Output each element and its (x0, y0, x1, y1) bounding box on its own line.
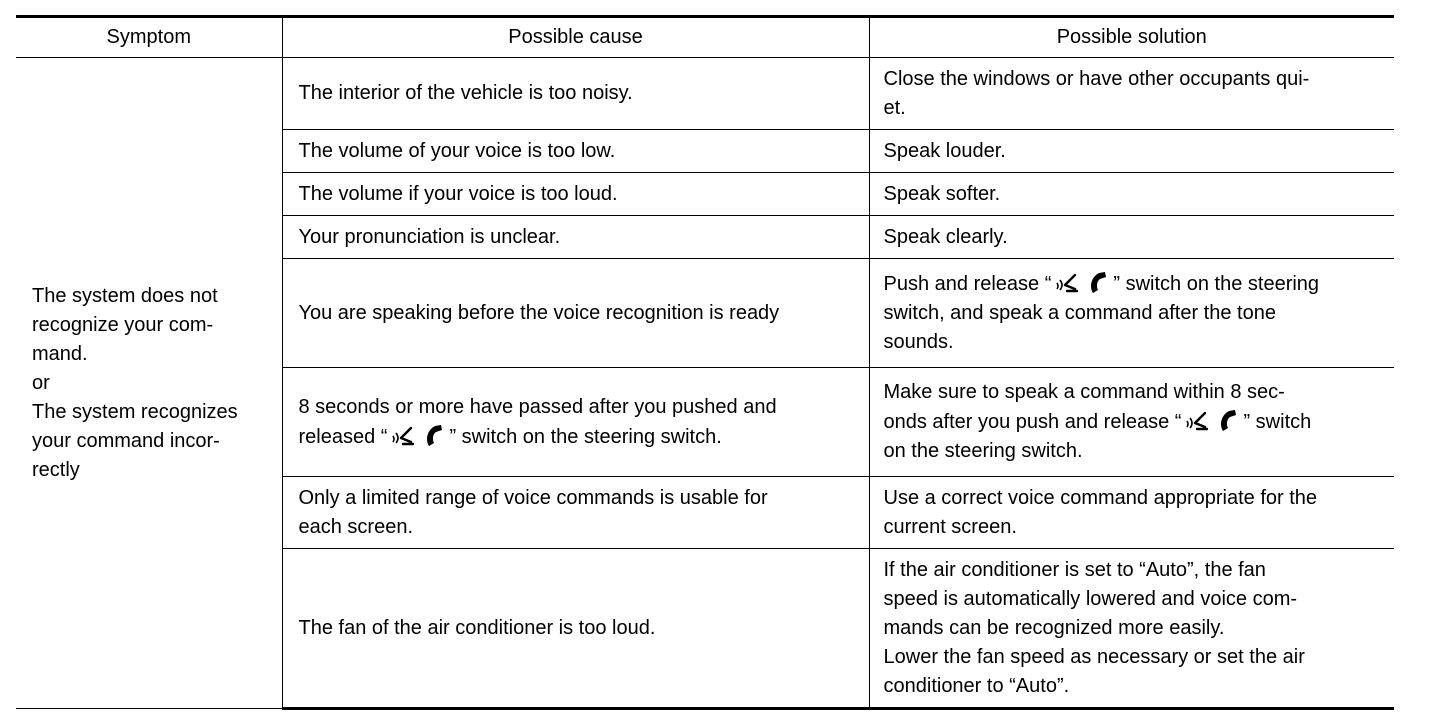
symptom-line: The system recognizes (32, 400, 238, 423)
header-row (16, 17, 1394, 58)
symptom-line: rectly (32, 458, 80, 481)
solution-cell (869, 259, 1394, 368)
header-possible-solution: Possible solution (869, 17, 1394, 58)
symptom-line: your command incor- (32, 429, 220, 452)
cause-cell (282, 368, 869, 477)
solution-line: sounds. (883, 331, 954, 353)
header-possible-cause: Possible cause (282, 17, 869, 58)
cause-cell (282, 130, 869, 173)
solution-line: Speak softer. (883, 182, 1001, 205)
symptom-line: or (32, 371, 50, 394)
solution-line: Make sure to speak a command within 8 sec- (883, 381, 1285, 403)
symptom-line: The system does not (32, 284, 218, 307)
cause-text: The volume of your voice is too low. (298, 139, 616, 162)
cause-cell (282, 216, 869, 259)
solution-line: If the air conditioner is set to “Auto”, the fan (883, 558, 1266, 581)
symptom-cell (16, 58, 282, 709)
symptom-line: recognize your com- (32, 313, 214, 336)
cause-text: released “ (298, 425, 388, 448)
solution-line: current screen. (883, 515, 1017, 538)
solution-cell (869, 216, 1394, 259)
solution-line: conditioner to “Auto”. (883, 674, 1070, 697)
cause-cell (282, 58, 869, 130)
solution-text: onds after you push and release “ (883, 411, 1182, 433)
solution-text: ” switch on the steering (1113, 273, 1320, 295)
cause-text: The fan of the air conditioner is too loud. (298, 616, 656, 639)
solution-cell (869, 549, 1394, 709)
cause-cell (282, 549, 869, 709)
solution-line: Close the windows or have other occupants qui- (883, 67, 1310, 90)
solution-line: mands can be recognized more easily. (883, 616, 1225, 639)
cause-line: Only a limited range of voice commands is usable for (298, 486, 768, 509)
solution-cell (869, 58, 1394, 130)
solution-line: Speak louder. (883, 139, 1006, 162)
cause-cell (282, 259, 869, 368)
cause-text: The interior of the vehicle is too noisy. (298, 82, 633, 104)
cause-text: You are speaking before the voice recognition is ready (298, 301, 780, 324)
voice-phone-switch-icon (389, 422, 447, 448)
solution-cell (869, 368, 1394, 477)
voice-phone-switch-icon (1053, 269, 1111, 295)
cause-cell (282, 173, 869, 216)
solution-line: Lower the fan speed as necessary or set the air (883, 645, 1305, 668)
cause-text: 8 seconds or more have passed after you pushed and (298, 395, 777, 418)
cause-cell (282, 477, 869, 549)
cause-text: ” switch on the steering switch. (449, 425, 722, 448)
cause-line: each screen. (298, 515, 414, 538)
solution-line: Use a correct voice command appropriate for the (883, 486, 1318, 509)
solution-text: Push and release “ (883, 273, 1052, 295)
solution-line: on the steering switch. (883, 440, 1083, 462)
solution-line: et. (883, 96, 906, 119)
troubleshooting-table-wrapper (16, 15, 1394, 710)
header-symptom: Symptom (16, 17, 282, 58)
symptom-line: mand. (32, 342, 88, 365)
solution-text: ” switch (1243, 411, 1312, 433)
table-row (16, 58, 1394, 130)
troubleshooting-table (16, 15, 1394, 710)
solution-cell (869, 477, 1394, 549)
solution-line: speed is automatically lowered and voice com- (883, 587, 1298, 610)
voice-phone-switch-icon (1183, 407, 1241, 433)
solution-cell (869, 173, 1394, 216)
solution-line: Speak clearly. (883, 225, 1008, 248)
cause-text: Your pronunciation is unclear. (298, 225, 561, 248)
cause-text: The volume if your voice is too loud. (298, 182, 618, 205)
solution-line: switch, and speak a command after the tone (883, 302, 1276, 324)
solution-cell (869, 130, 1394, 173)
